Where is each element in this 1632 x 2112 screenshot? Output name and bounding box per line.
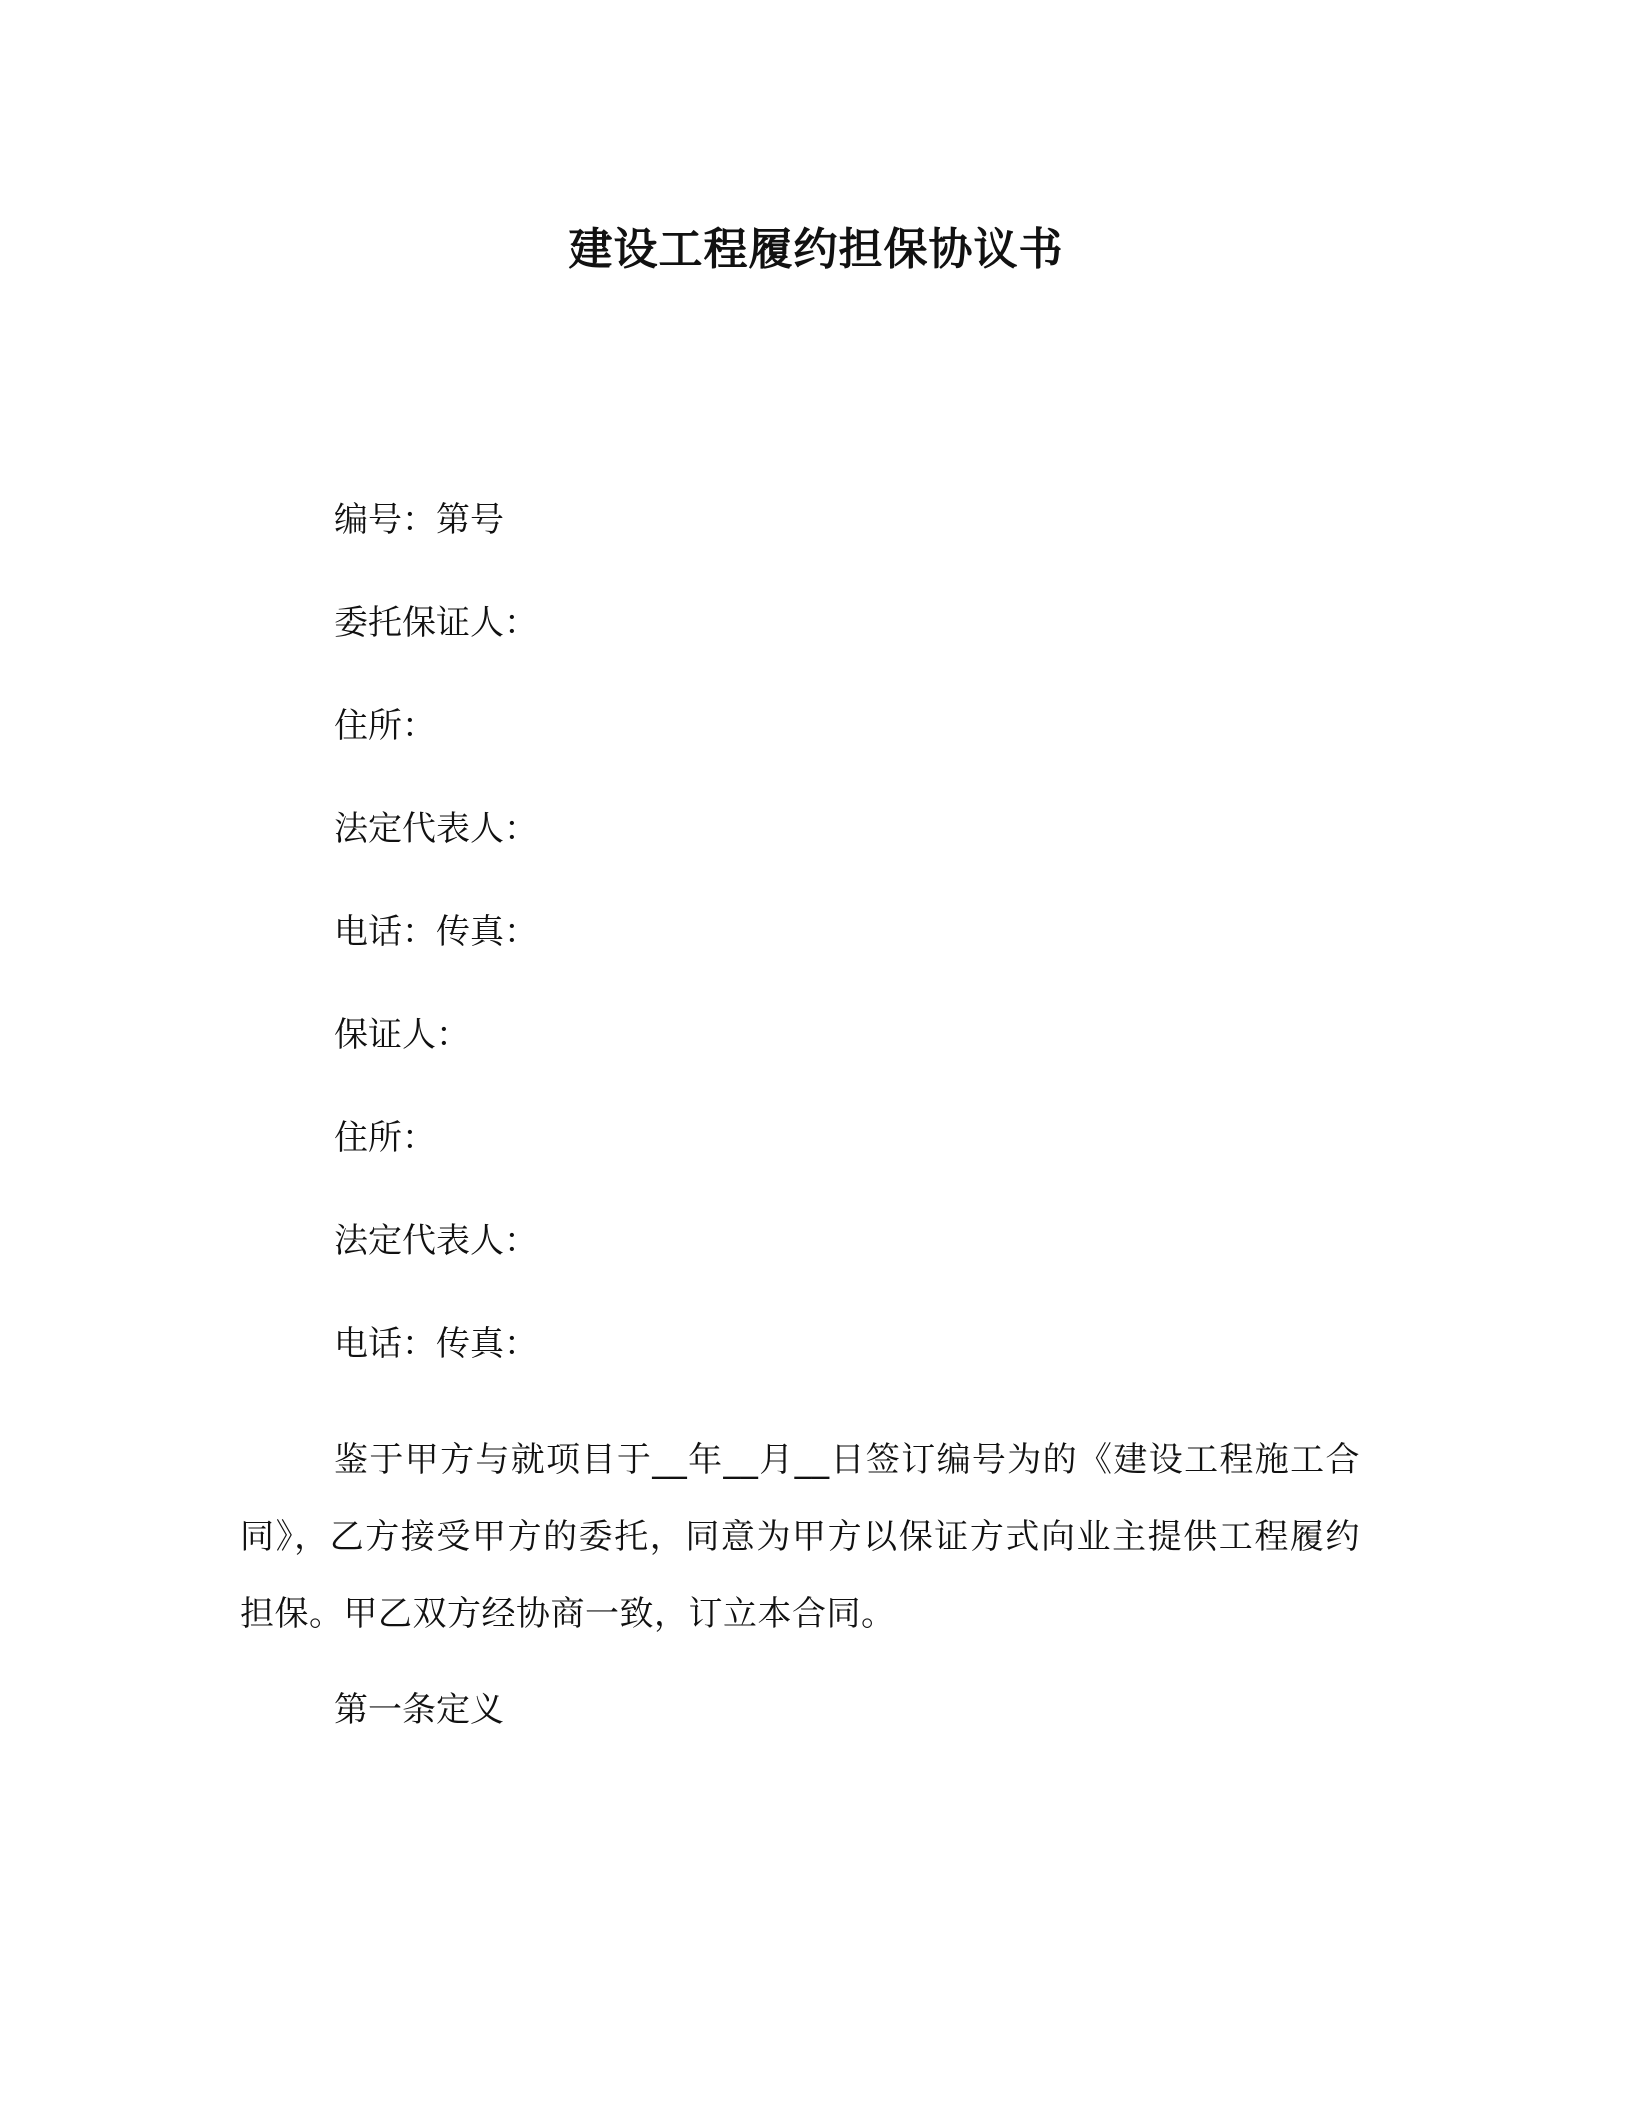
field-entrusting-guarantor: 委托保证人： — [334, 603, 538, 643]
field-legal-representative-2: 法定代表人： — [334, 1221, 538, 1261]
document-title: 建设工程履约担保协议书 — [568, 224, 1064, 275]
field-address-2: 住所： — [334, 1118, 436, 1158]
field-phone-fax-2: 电话：传真： — [334, 1324, 538, 1364]
field-address-1: 住所： — [334, 706, 436, 746]
field-contract-number: 编号：第号 — [334, 500, 504, 540]
recital-paragraph: 鉴于甲方与就项目于__年__月__日签订编号为的《建设工程施工合同》，乙方接受甲方的委托，同意为甲方以保证方式向业主提供工程履约担保。甲乙双方经协商一致，订立本合同。 — [240, 1440, 1360, 1634]
field-legal-representative-1: 法定代表人： — [334, 809, 538, 849]
section-heading: 第一条定义 — [334, 1690, 504, 1730]
field-phone-fax-1: 电话：传真： — [334, 912, 538, 952]
field-guarantor: 保证人： — [334, 1015, 470, 1055]
